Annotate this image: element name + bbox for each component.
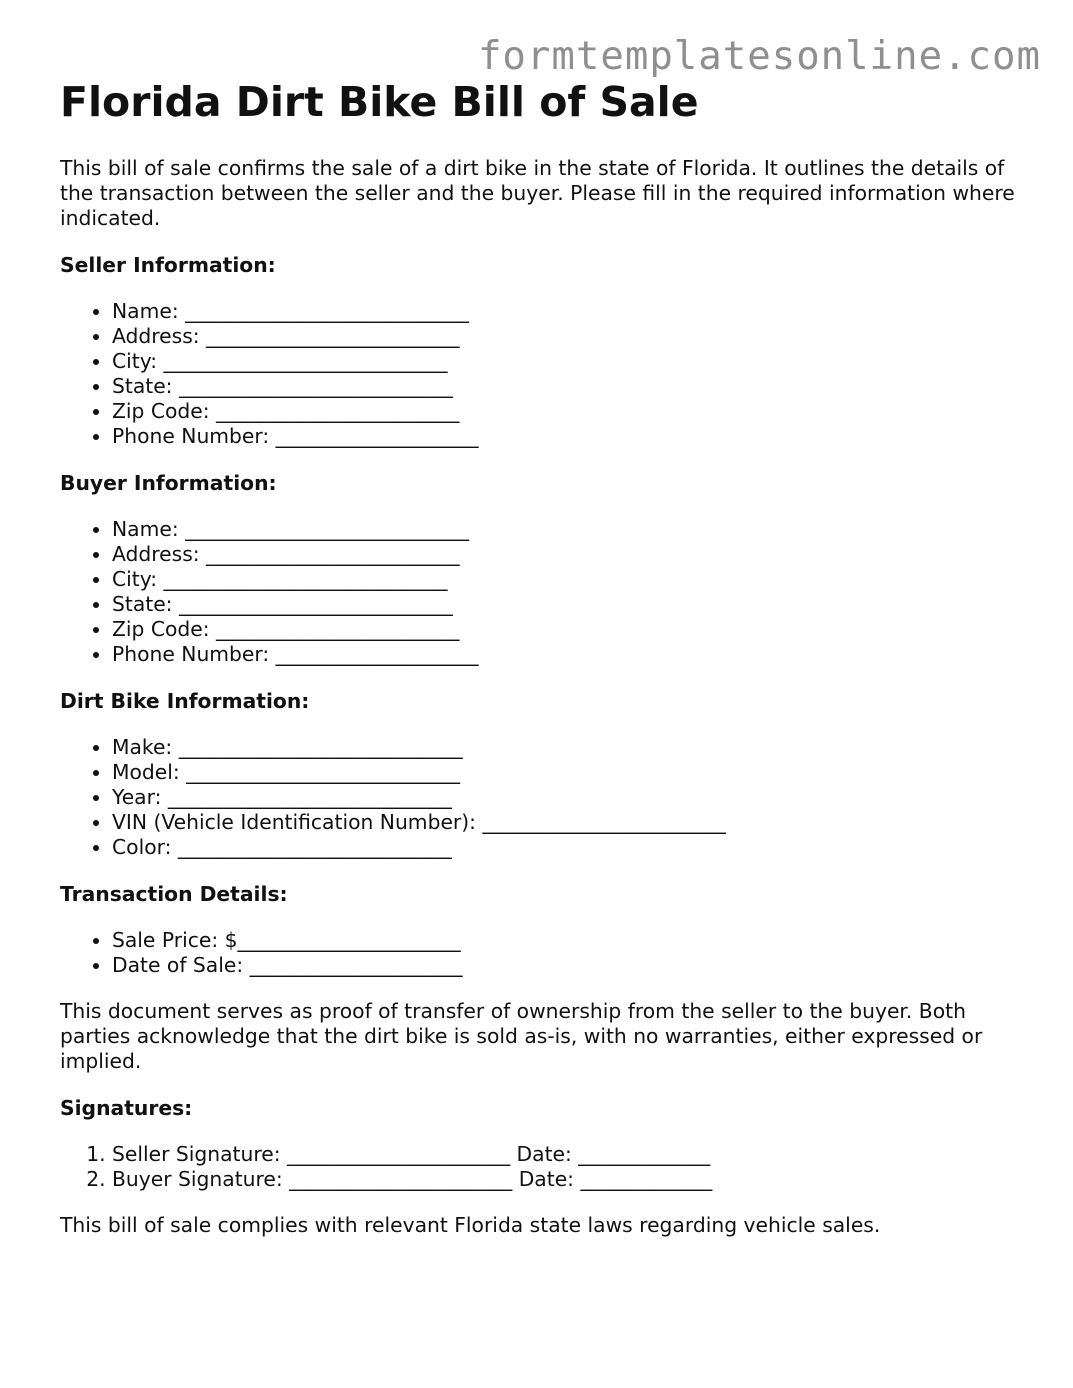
- seller-phone-field: • Phone Number: ____________________: [112, 424, 1020, 449]
- bike-make-field: • Make: ____________________________: [112, 735, 1020, 760]
- seller-heading: Seller Information:: [60, 253, 276, 277]
- buyer-signature-field: 2. Buyer Signature: ______________________ Date: _____________: [112, 1167, 1020, 1192]
- buyer-zip-field: • Zip Code: ________________________: [112, 617, 1020, 642]
- signatures-heading: Signatures:: [60, 1096, 193, 1120]
- transaction-fields-list: [60, 928, 1020, 978]
- seller-city-field: • City: ____________________________: [112, 349, 1020, 374]
- compliance-statement: This bill of sale complies with relevant Florida state laws regarding vehicle sales.: [60, 1213, 881, 1237]
- bike-color-field: • Color: ___________________________: [112, 835, 1020, 860]
- transaction-heading: Transaction Details:: [60, 882, 288, 906]
- seller-zip-field: • Zip Code: ________________________: [112, 399, 1020, 424]
- buyer-heading: Buyer Information:: [60, 471, 277, 495]
- closing-paragraph: This document serves as proof of transfer of ownership from the seller to the buyer. Both parties acknowledge that the dirt bike is sold as-is, with no warranties, either expressed or implied.: [60, 999, 983, 1073]
- intro-paragraph: This bill of sale confirms the sale of a dirt bike in the state of Florida. It outlines the details of the transaction between the seller and the buyer. Please fill in the required information where indicated.: [60, 156, 1015, 230]
- seller-address-field: • Address: _________________________: [112, 324, 1020, 349]
- seller-name-field: • Name: ____________________________: [112, 299, 1020, 324]
- sale-price-field: • Sale Price: $______________________: [112, 928, 1020, 953]
- signatures-list: [60, 1142, 1020, 1192]
- buyer-city-field: • City: ____________________________: [112, 567, 1020, 592]
- buyer-fields-list: [60, 517, 1020, 667]
- bike-vin-field: • VIN (Vehicle Identification Number): ________________________: [112, 810, 1020, 835]
- sale-date-field: • Date of Sale: _____________________: [112, 953, 1020, 978]
- bike-year-field: • Year: ____________________________: [112, 785, 1020, 810]
- seller-state-field: • State: ___________________________: [112, 374, 1020, 399]
- buyer-state-field: • State: ___________________________: [112, 592, 1020, 617]
- watermark: formtemplatesonline.com: [477, 34, 1041, 79]
- seller-fields-list: [60, 299, 1020, 449]
- bike-heading: Dirt Bike Information:: [60, 689, 310, 713]
- buyer-address-field: • Address: _________________________: [112, 542, 1020, 567]
- bike-fields-list: [60, 735, 1020, 860]
- buyer-phone-field: • Phone Number: ____________________: [112, 642, 1020, 667]
- page-title: Florida Dirt Bike Bill of Sale: [60, 78, 699, 126]
- document-body: [60, 76, 1020, 1238]
- seller-signature-field: 1. Seller Signature: ______________________ Date: _____________: [112, 1142, 1020, 1167]
- bike-model-field: • Model: ___________________________: [112, 760, 1020, 785]
- buyer-name-field: • Name: ____________________________: [112, 517, 1020, 542]
